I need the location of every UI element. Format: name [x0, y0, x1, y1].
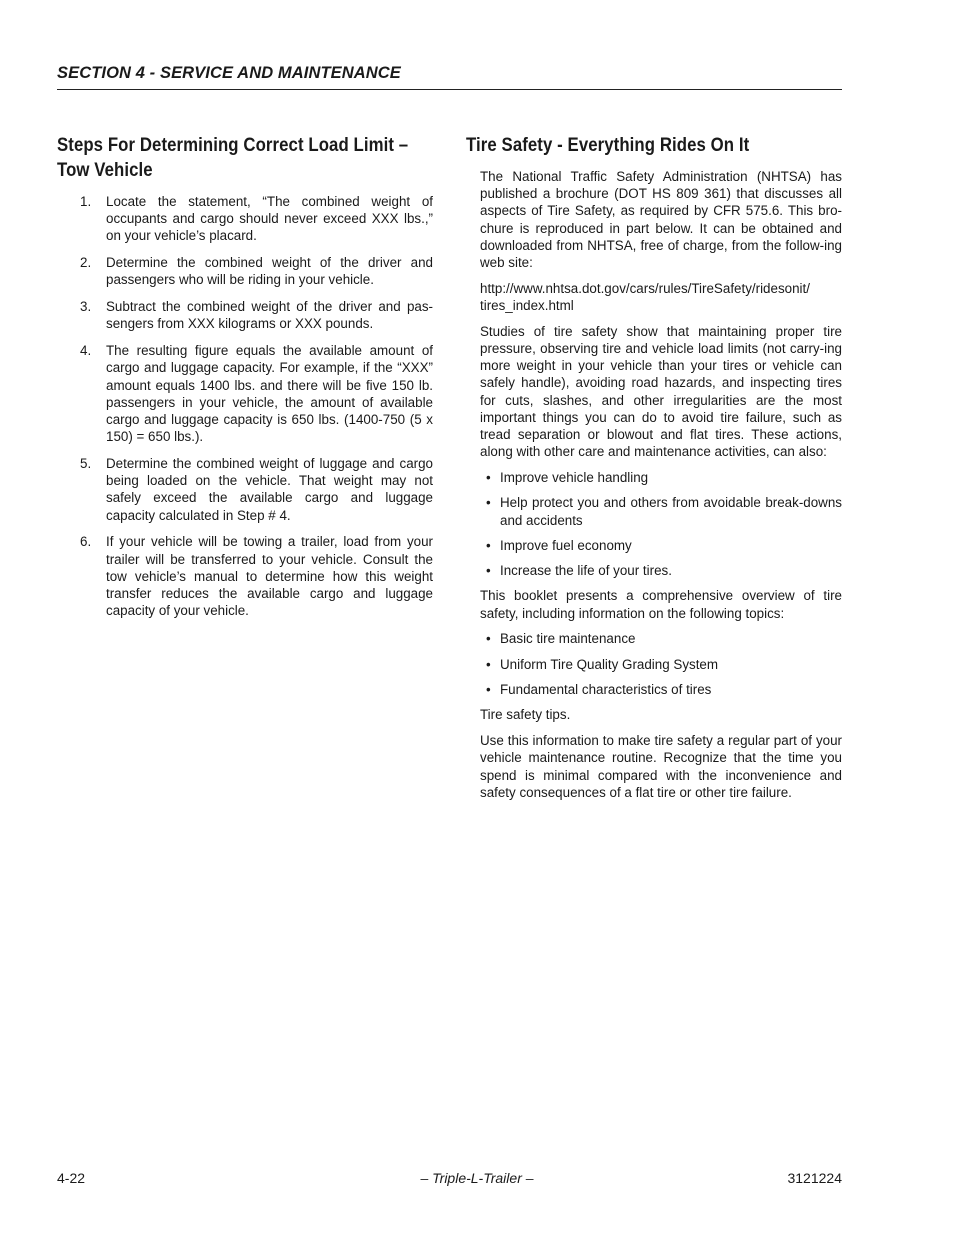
- left-column: [57, 133, 433, 629]
- step-item: [57, 254, 433, 288]
- benefit-item: [480, 537, 842, 554]
- page-number: 4-22: [57, 1170, 86, 1186]
- benefit-item: [480, 494, 842, 528]
- intro-paragraph: The National Traffic Safety Administration (NHTSA) has published a brochure (DOT HS 809 361) that discusses all aspects of Tire Safety, as required by CFR 575.6. This bro-chure is reproduced in part below. It can be obtained and downloaded from NHTSA, free of charge, from the follow-ing web site:: [480, 169, 842, 271]
- step-number: 5.: [80, 456, 92, 472]
- step-text: The resulting figure equals the available amount of cargo and luggage capacity. For example, if the “XXX” amount equals 1400 lbs. and there will be five 150 lb. passengers in your vehicle, the amount of available cargo and luggage capacity is 650 lbs. (1400-750 (5 x 150) = 650 lbs.).: [106, 343, 433, 445]
- step-item: [57, 342, 433, 445]
- topic-item: [480, 681, 842, 698]
- right-column: [466, 133, 842, 810]
- tips-paragraph: Tire safety tips.: [480, 707, 571, 723]
- step-text: Locate the statement, “The combined weight of occupants and cargo should never exceed XXX lbs.,” on your vehicle’s placard.: [106, 194, 433, 244]
- studies-paragraph: Studies of tire safety show that maintaining proper tire pressure, observing tire and vehicle load limits (not carry-ing more weight in your vehicle than your tires or vehicle can safely handle), avoiding road hazards, and inspecting tires for cuts, slashes, and other irregularities are the most important things you can do to avoid tire failure, such as tread separation or blowout and flat tires. These actions, along with other care and maintenance activities, can also:: [480, 323, 842, 460]
- bullet-icon: •: [486, 470, 491, 486]
- step-text: If your vehicle will be towing a trailer, load from your trailer will be transferred to your vehicle. Consult the tow vehicle’s manual to determine how this weight transfer reduces the available cargo and luggage capacity of your vehicle.: [106, 534, 433, 619]
- benefit-text: Increase the life of your tires.: [500, 563, 672, 579]
- bullet-icon: •: [486, 563, 491, 579]
- bullet-icon: •: [486, 537, 491, 553]
- topics-list: [480, 630, 842, 698]
- bullet-icon: •: [486, 631, 491, 647]
- bullet-icon: •: [486, 495, 491, 511]
- step-number: 2.: [80, 255, 92, 271]
- step-number: 3.: [80, 299, 92, 315]
- url-line-2: tires_index.html: [480, 298, 574, 314]
- topic-text: Uniform Tire Quality Grading System: [500, 656, 719, 672]
- step-number: 4.: [80, 343, 92, 359]
- booklet-paragraph: This booklet presents a comprehensive overview of tire safety, including information on the following topics:: [480, 588, 842, 621]
- heading-line-1: Steps For Determining Correct Load Limit –: [57, 134, 409, 156]
- step-item: [57, 193, 433, 245]
- heading-line-2: Tow Vehicle: [57, 159, 153, 181]
- step-item: [57, 533, 433, 619]
- url-line-1: http://www.nhtsa.dot.gov/cars/rules/TireSafety/ridesonit/: [480, 280, 810, 296]
- bullet-icon: •: [486, 656, 491, 672]
- header-divider: [57, 89, 842, 90]
- step-number: 1.: [80, 194, 92, 209]
- section-header: SECTION 4 - SERVICE AND MAINTENANCE: [57, 64, 401, 82]
- topic-item: [480, 630, 842, 647]
- benefit-text: Help protect you and others from avoidable break-downs and accidents: [500, 495, 842, 528]
- benefit-text: Improve fuel economy: [500, 537, 632, 553]
- benefits-list: [480, 469, 842, 579]
- load-limit-heading: [57, 133, 432, 183]
- benefit-item: [480, 469, 842, 486]
- benefit-text: Improve vehicle handling: [500, 470, 649, 486]
- step-text: Determine the combined weight of luggage and cargo being loaded on the vehicle. That weight may not safely exceed the available cargo and luggage capacity calculated in Step # 4.: [106, 456, 433, 523]
- load-limit-steps: [57, 193, 433, 619]
- topic-text: Fundamental characteristics of tires: [500, 682, 712, 698]
- topic-text: Basic tire maintenance: [500, 631, 636, 647]
- step-item: [57, 455, 433, 524]
- tire-safety-body: [466, 168, 842, 801]
- step-item: [57, 298, 433, 332]
- closing-paragraph: Use this information to make tire safety a regular part of your vehicle maintenance routine. Recognize that the time you spend is minimal compared with the inconvenience and safety consequences of a flat tire or other tire failure.: [480, 733, 842, 800]
- product-name: – Triple-L-Trailer –: [420, 1170, 534, 1186]
- step-number: 6.: [80, 534, 92, 550]
- bullet-icon: •: [486, 682, 491, 698]
- nhtsa-url: [480, 280, 842, 314]
- step-text: Determine the combined weight of the driver and passengers who will be riding in your vehicle.: [106, 255, 433, 288]
- topic-item: [480, 656, 842, 673]
- benefit-item: [480, 562, 842, 579]
- document-number: 3121224: [787, 1170, 842, 1186]
- step-text: Subtract the combined weight of the driver and pas-sengers from XXX kilograms or XXX pounds.: [106, 299, 433, 332]
- tire-safety-heading: Tire Safety - Everything Rides On It: [466, 134, 750, 156]
